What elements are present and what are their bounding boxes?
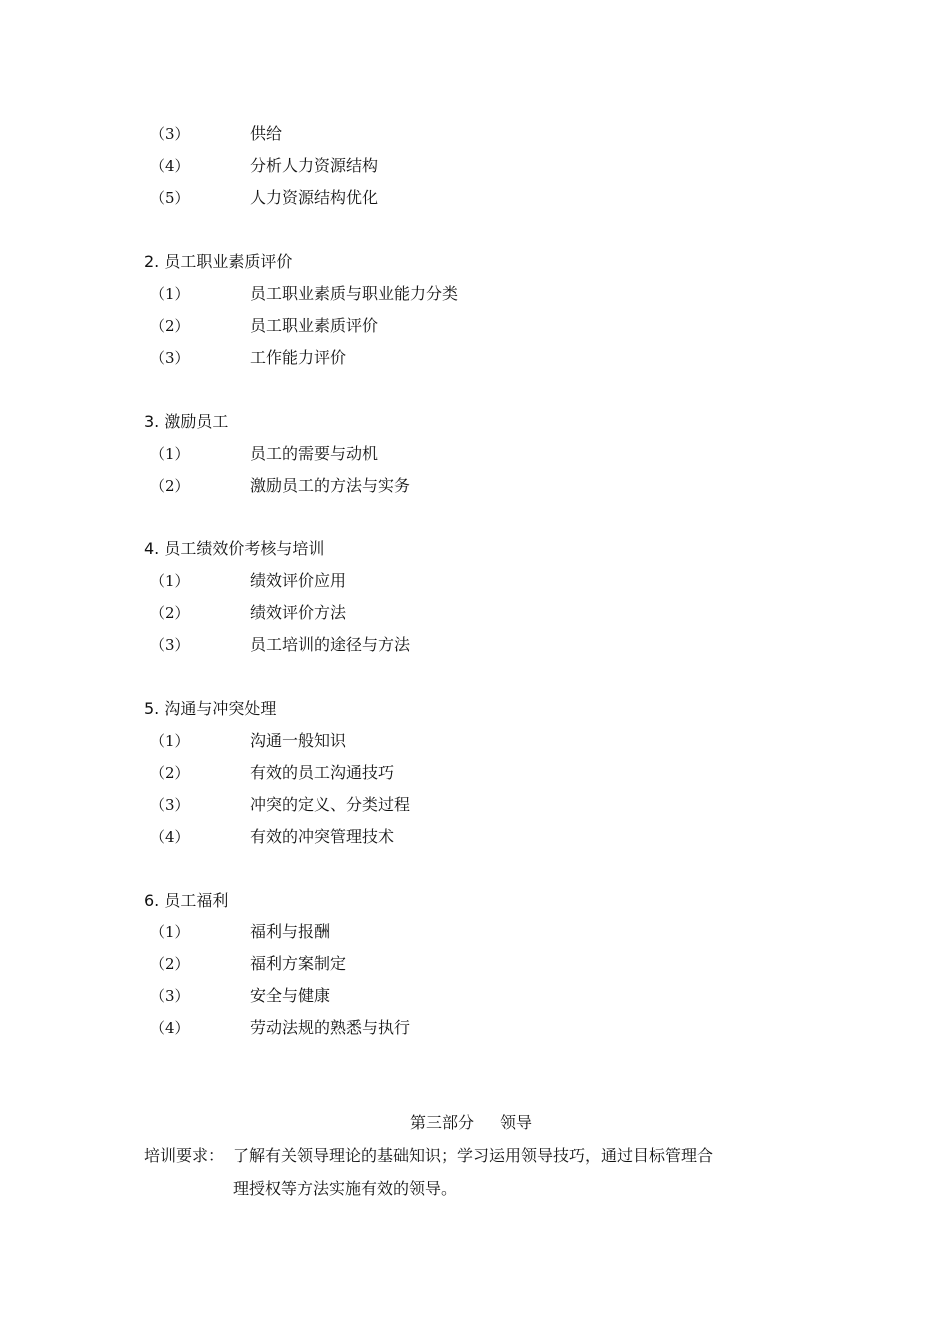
item-text: 有效的员工沟通技巧: [250, 763, 395, 782]
part-title: [410, 1111, 532, 1135]
item-number: （4）: [150, 1019, 190, 1037]
item-number: （3）: [150, 125, 190, 143]
item-number: （2）: [150, 764, 190, 782]
item-text: 激励员工的方法与实务: [250, 476, 411, 495]
part-label: 第三部分: [410, 1113, 475, 1132]
item-text: 沟通一般知识: [250, 731, 347, 750]
item-number: （1）: [150, 572, 190, 590]
item-text: 分析人力资源结构: [250, 156, 379, 175]
item-text: 冲突的定义、分类过程: [250, 795, 411, 814]
item-text: 员工职业素质评价: [250, 316, 379, 335]
item-number: （3）: [150, 796, 190, 814]
item-number: （2）: [150, 604, 190, 622]
requirement-label: 培训要求：: [144, 1146, 225, 1165]
item-text: 人力资源结构优化: [250, 188, 379, 207]
item-number: （1）: [150, 285, 190, 303]
item-number: （4）: [150, 157, 190, 175]
item-number: （3）: [150, 349, 190, 367]
item-text: 安全与健康: [250, 986, 331, 1005]
item-number: （1）: [150, 445, 190, 463]
section-heading: 6. 员工福利: [144, 891, 229, 910]
item-text: 有效的冲突管理技术: [250, 827, 395, 846]
section-heading: 5. 沟通与冲突处理: [144, 699, 277, 718]
item-text: 员工培训的途径与方法: [250, 635, 411, 654]
item-number: （2）: [150, 955, 190, 973]
item-number: （1）: [150, 732, 190, 750]
requirement-text-line-1: 了解有关领导理论的基础知识；学习运用领导技巧，通过目标管理合: [233, 1146, 714, 1165]
item-text: 福利与报酬: [250, 922, 331, 941]
item-number: （2）: [150, 317, 190, 335]
item-text: 福利方案制定: [250, 954, 347, 973]
section-heading: 3. 激励员工: [144, 412, 229, 431]
item-text: 劳动法规的熟悉与执行: [250, 1018, 411, 1037]
item-number: （5）: [150, 189, 190, 207]
item-number: （4）: [150, 828, 190, 846]
item-text: 供给: [250, 124, 283, 143]
item-text: 绩效评价应用: [250, 571, 347, 590]
item-number: （3）: [150, 987, 190, 1005]
item-text: 员工的需要与动机: [250, 444, 379, 463]
requirement-text-line-2: 理授权等方法实施有效的领导。: [233, 1179, 458, 1198]
item-number: （2）: [150, 477, 190, 495]
item-text: 绩效评价方法: [250, 603, 347, 622]
item-number: （1）: [150, 923, 190, 941]
item-number: （3）: [150, 636, 190, 654]
item-text: 员工职业素质与职业能力分类: [250, 284, 459, 303]
item-text: 工作能力评价: [250, 348, 347, 367]
section-heading: 2. 员工职业素质评价: [144, 252, 293, 271]
section-heading: 4. 员工绩效价考核与培训: [144, 539, 325, 558]
part-name: 领导: [500, 1113, 533, 1132]
